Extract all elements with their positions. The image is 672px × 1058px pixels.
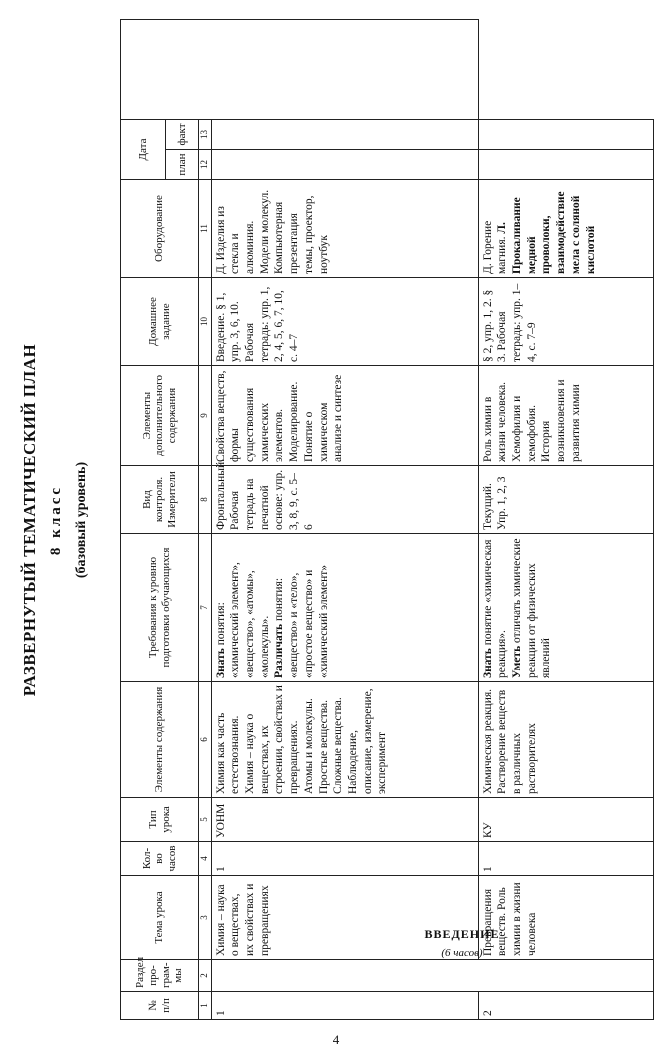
row-requirements [478, 534, 653, 682]
level-heading: (базовый уровень) [74, 461, 89, 579]
row-hours: 1 [211, 842, 478, 876]
section-cell [211, 927, 653, 992]
row-control: Фронтальный. Рабочая тетрадь на печатной основе: упр. 3, 8, 9, с. 5–6 [211, 466, 478, 534]
plan-table [120, 19, 654, 1020]
page-number: 4 [332, 1032, 340, 1047]
col-number: 6 [199, 682, 212, 798]
equipment-lab: Л. Прокаливание медной проволоки, взаимодействие мела с соляной кислотой [496, 191, 597, 274]
row-homework: Введение. § 1, упр. 3, 6, 10. Рабочая тетрадь: упр. 1, 2, 4, 5, 6, 7, 10, с. 4–7 [211, 278, 478, 366]
row-requirements [211, 534, 478, 682]
row-content: Химия как часть естествознания. Химия – наука о веществах, их строении, свойствах и превращениях. Атомы и молекулы. Простые вещества. Сложные вещества. Наблюдение, описание, измерение, эксперимент [211, 682, 478, 798]
header-num: № п/п [121, 992, 199, 1020]
row-topic: Химия – наука о веществах, их свойствах и превращениях [211, 876, 478, 960]
req-know-text: понятия: «химический элемент», «вещество», «атомы», «молекулы». [214, 562, 271, 678]
header-type: Тип урока [121, 798, 199, 842]
row-extra: Роль химии в жизни человека. Хемофилия и хемофобия. История возникновения и развития химии [478, 366, 653, 466]
req-dist-label: Уметь [510, 645, 523, 678]
row-equipment [478, 180, 653, 278]
table-row [211, 20, 478, 1020]
row-content: Химическая реакция. Растворение веществ в различных растворителях [478, 682, 653, 798]
header-content: Элементы содержания [121, 682, 199, 798]
col-number: 2 [199, 960, 212, 992]
section-label [332, 927, 592, 960]
grade-heading: 8 класс [48, 484, 64, 556]
req-know-label: Знать [214, 648, 227, 678]
title-block [12, 20, 122, 1020]
blank-column [121, 20, 479, 120]
row-control: Текущий. Упр. 1, 2, 3 [478, 466, 653, 534]
row-plan-date [478, 150, 653, 180]
col-number: 4 [199, 842, 212, 876]
header-requirements: Требования к уровню подготовки обучающихся [121, 534, 199, 682]
col-number: 9 [199, 366, 212, 466]
col-number: 12 [199, 150, 212, 180]
row-fact-date [211, 120, 478, 150]
row-type: КУ [478, 798, 653, 842]
column-numbers-row [199, 20, 212, 1020]
req-dist-text: отличать химические реакции от физических явлений [510, 538, 553, 678]
header-fact: факт [166, 120, 199, 150]
row-fact-date [478, 120, 653, 150]
header-date: Дата [121, 120, 166, 180]
row-plan-date [211, 150, 478, 180]
col-number: 1 [199, 992, 212, 1020]
col-number: 3 [199, 876, 212, 960]
section-name: ВВЕДЕНИЕ [424, 927, 499, 941]
table-row [478, 20, 653, 1020]
header-hours: Кол-во часов [121, 842, 199, 876]
row-topic: Превращения веществ. Роль химии в жизни человека [478, 876, 653, 960]
row-hours: 1 [478, 842, 653, 876]
row-type: УОНМ [211, 798, 478, 842]
col-number: 7 [199, 534, 212, 682]
col-number: 11 [199, 180, 212, 278]
row-num: 1 [211, 992, 478, 1020]
row-num: 2 [478, 992, 653, 1020]
header-control: Вид контроля. Измерители [121, 466, 199, 534]
header-equipment: Оборудование [121, 180, 199, 278]
header-row [121, 20, 166, 1020]
header-topic: Тема урока [121, 876, 199, 960]
req-know-label: Знать [481, 648, 494, 678]
header-section: Раздел про-грам-мы [121, 960, 199, 992]
col-number: 13 [199, 120, 212, 150]
equipment-demo: Д. Горение магния. [481, 220, 509, 274]
section-label-wrap [332, 927, 592, 987]
header-homework: Домашнее задание [121, 278, 199, 366]
header-plan: план [166, 150, 199, 180]
document-title: РАЗВЕРНУТЫЙ ТЕМАТИЧЕСКИЙ ПЛАН [20, 343, 39, 697]
row-extra: Свойства веществ, формы существования химических элементов. Моделирование. Понятие о химическом анализе и синтезе [211, 366, 478, 466]
req-know-text: понятие «химическая реакция». [481, 539, 509, 678]
section-hours: (6 часов) [440, 947, 483, 960]
col-number: 10 [199, 278, 212, 366]
req-dist-text: понятия: «вещество» и «тело», «простое вещество» и «химический элемент» [273, 564, 330, 678]
row-homework: § 2, упр. 1, 2. § 3. Рабочая тетрадь: упр. 1–4, с. 7–9 [478, 278, 653, 366]
col-number: 5 [199, 798, 212, 842]
header-extra: Элементы дополнительного содержания [121, 366, 199, 466]
rotated-sheet [12, 20, 624, 1020]
req-dist-label: Различать [273, 623, 286, 678]
row-equipment: Д. Изделия из стекла и алюминия. Модели молекул. Компьютерная презентация темы, проектор, ноутбук [211, 180, 478, 278]
col-number: 8 [199, 466, 212, 534]
